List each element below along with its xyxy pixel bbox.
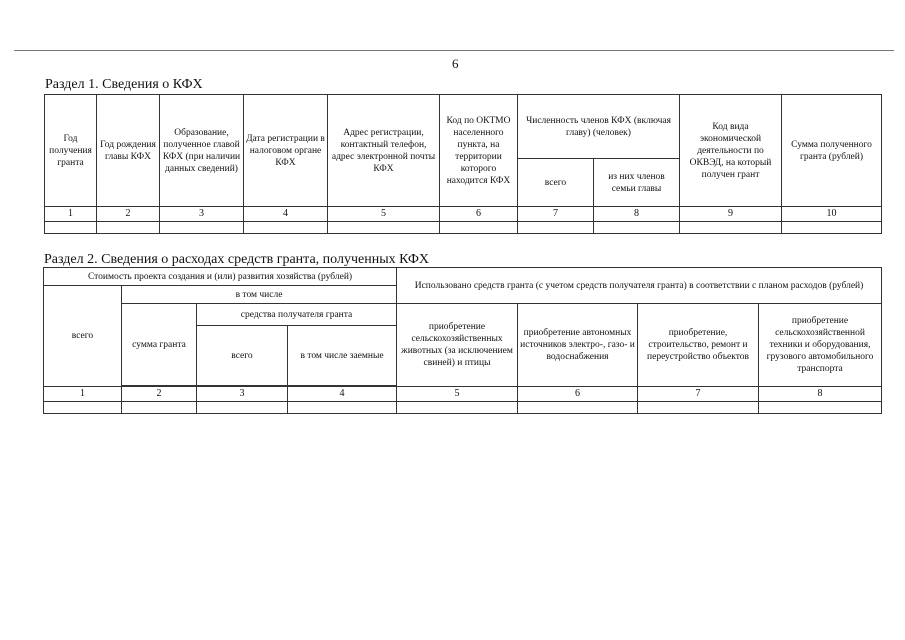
- section1-title: Раздел 1. Сведения о КФХ: [45, 77, 203, 92]
- col-number: 3: [160, 207, 244, 222]
- header-oktmo: Код по ОКТМО населенного пункта, на территории которого находится КФХ: [440, 95, 518, 207]
- header-address: Адрес регистрации, контактный телефон, адрес электронной почты КФХ: [328, 95, 440, 207]
- empty-cell: [680, 222, 782, 234]
- col-number: 8: [759, 387, 882, 402]
- col-number: 2: [122, 387, 197, 402]
- col-number: 6: [518, 387, 638, 402]
- empty-cell: [45, 222, 97, 234]
- empty-cell: [197, 402, 288, 414]
- header-recipient-funds: средства получателя гранта: [197, 304, 397, 326]
- empty-cell: [44, 402, 122, 414]
- empty-cell: [594, 222, 680, 234]
- header-autonomous: приобретение автономных источников электро-, газо- и водоснабжения: [518, 304, 638, 387]
- col-number: 8: [594, 207, 680, 222]
- header-grant-sum: сумма гранта: [122, 304, 197, 386]
- empty-cell: [122, 402, 197, 414]
- page-number: 6: [452, 56, 459, 71]
- col-number: 9: [680, 207, 782, 222]
- empty-cell: [160, 222, 244, 234]
- col-number: 5: [397, 387, 518, 402]
- col-number: 7: [518, 207, 594, 222]
- header-rf-borrowed: в том числе заемные: [288, 326, 397, 386]
- col-number: 3: [197, 387, 288, 402]
- page-top-rule: [14, 50, 894, 51]
- empty-cell: [328, 222, 440, 234]
- empty-cell: [638, 402, 759, 414]
- header-members: Численность членов КФХ (включая главу) (человек): [518, 95, 680, 159]
- header-total: всего: [44, 286, 122, 387]
- header-rf-total: всего: [197, 326, 288, 386]
- empty-cell: [518, 222, 594, 234]
- section2-table: [43, 267, 882, 414]
- header-year-received: Год получения гранта: [45, 95, 97, 207]
- empty-cell: [759, 402, 882, 414]
- empty-cell: [518, 402, 638, 414]
- header-construction: приобретение, строительство, ремонт и переустройство объектов: [638, 304, 759, 387]
- col-number: 1: [44, 387, 122, 402]
- col-number: 2: [97, 207, 160, 222]
- empty-cell: [397, 402, 518, 414]
- header-sum: Сумма полученного гранта (рублей): [782, 95, 882, 207]
- empty-cell: [244, 222, 328, 234]
- col-number: 10: [782, 207, 882, 222]
- col-number: 6: [440, 207, 518, 222]
- section2-title: Раздел 2. Сведения о расходах средств гранта, полученных КФХ: [44, 252, 429, 267]
- col-number: 1: [45, 207, 97, 222]
- header-machinery: приобретение сельскохозяйственной техники и оборудования, грузового автомобильного транспорта: [759, 304, 882, 387]
- empty-cell: [97, 222, 160, 234]
- header-reg-date: Дата регистрации в налоговом органе КФХ: [244, 95, 328, 207]
- col-number: 4: [288, 387, 397, 402]
- header-used-group: Использовано средств гранта (с учетом средств получателя гранта) в соответствии с планом расходов (рублей): [397, 268, 882, 304]
- header-cost-group: Стоимость проекта создания и (или) развития хозяйства (рублей): [44, 268, 397, 286]
- empty-cell: [288, 402, 397, 414]
- section1-table: [44, 94, 882, 234]
- header-animals: приобретение сельскохозяйственных животных (за исключением свиней) и птицы: [397, 304, 518, 387]
- col-number: 7: [638, 387, 759, 402]
- header-okved: Код вида экономической деятельности по ОКВЭД, на который получен грант: [680, 95, 782, 207]
- header-members-total: всего: [518, 159, 594, 207]
- col-number: 5: [328, 207, 440, 222]
- empty-cell: [440, 222, 518, 234]
- header-members-family: из них членов семьи главы: [594, 159, 680, 207]
- empty-cell: [782, 222, 882, 234]
- col-number: 4: [244, 207, 328, 222]
- header-education: Образование, полученное главой КФХ (при наличии данных сведений): [160, 95, 244, 207]
- header-birth-year: Год рождения главы КФХ: [97, 95, 160, 207]
- header-including: в том числе: [122, 286, 397, 304]
